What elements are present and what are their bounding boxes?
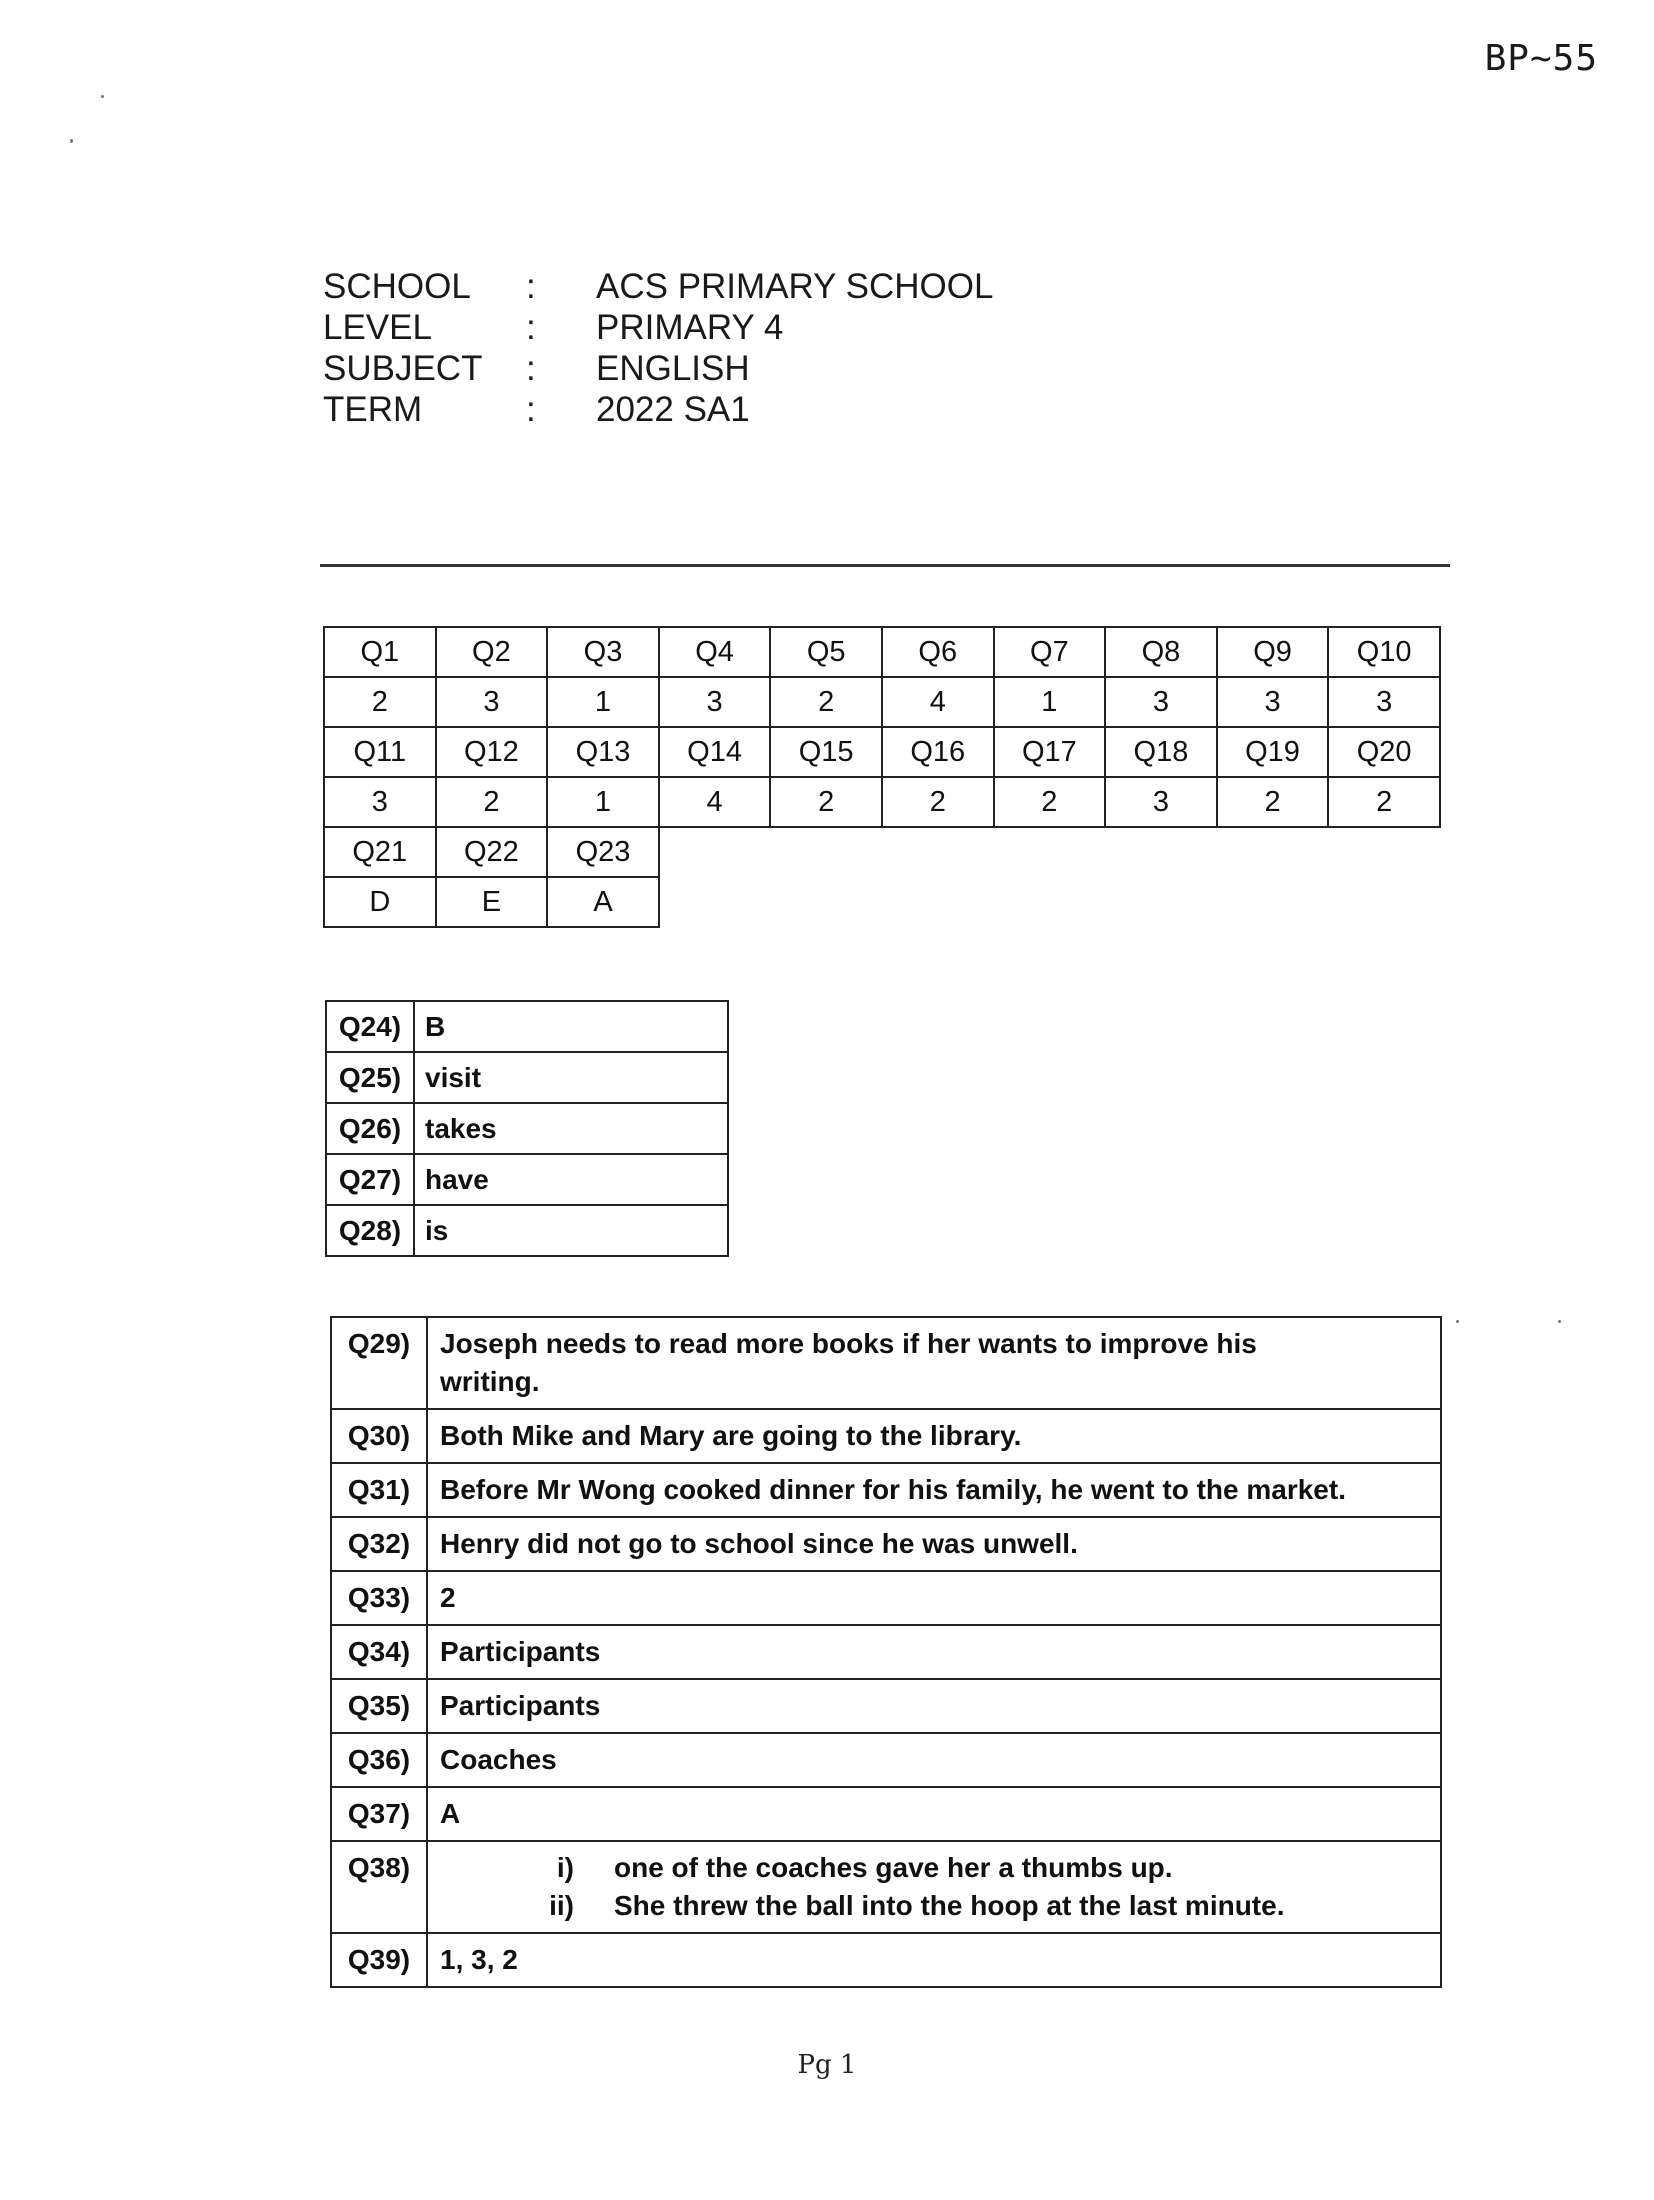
mcq-cell: 2 <box>770 777 882 827</box>
mcq-cell: Q17 <box>994 727 1106 777</box>
question-number: Q27) <box>326 1154 414 1205</box>
mcq-cell: E <box>436 877 548 927</box>
header-row-level <box>323 307 993 348</box>
long-answer-table <box>330 1316 1442 1988</box>
question-number: Q39) <box>331 1933 427 1987</box>
page-number: Pg 1 <box>797 2050 857 2080</box>
answer-text: A <box>427 1787 1441 1841</box>
table-row <box>326 1154 728 1205</box>
table-row <box>326 1205 728 1256</box>
question-number: Q31) <box>331 1463 427 1517</box>
mcq-cell: 2 <box>324 677 436 727</box>
mcq-cell: Q9 <box>1217 627 1329 677</box>
table-row <box>326 1103 728 1154</box>
mcq-cell: Q1 <box>324 627 436 677</box>
mcq-cell: Q3 <box>547 627 659 677</box>
mcq-cell: 1 <box>547 677 659 727</box>
table-row <box>331 1841 1441 1933</box>
answer-text: is <box>414 1205 728 1256</box>
mcq-cell: 1 <box>994 677 1106 727</box>
answer-text: Before Mr Wong cooked dinner for his family, he went to the market. <box>427 1463 1441 1517</box>
table-row <box>331 1463 1441 1517</box>
answer-text <box>427 1317 1441 1409</box>
question-number: Q34) <box>331 1625 427 1679</box>
mcq-cell: 3 <box>324 777 436 827</box>
table-row <box>331 1933 1441 1987</box>
header-colon: : <box>526 307 536 347</box>
mcq-cell: Q19 <box>1217 727 1329 777</box>
mcq-cell: Q13 <box>547 727 659 777</box>
mcq-cell: Q2 <box>436 627 548 677</box>
mcq-cell: 3 <box>1217 677 1329 727</box>
answer-text: Participants <box>427 1679 1441 1733</box>
mcq-cell: Q15 <box>770 727 882 777</box>
sub-answer <box>440 1887 1428 1925</box>
question-number: Q33) <box>331 1571 427 1625</box>
answer-text: takes <box>414 1103 728 1154</box>
mcq-cell: 1 <box>547 777 659 827</box>
table-row <box>331 1571 1441 1625</box>
question-number: Q29) <box>331 1317 427 1409</box>
mcq-cell: 2 <box>1217 777 1329 827</box>
header-row-subject <box>323 348 993 389</box>
mcq-cell: Q18 <box>1105 727 1217 777</box>
answer-text: 2 <box>427 1571 1441 1625</box>
answer-text: Henry did not go to school since he was unwell. <box>427 1517 1441 1571</box>
mcq-cell: 2 <box>882 777 994 827</box>
sub-answer-text: She threw the ball into the hoop at the last minute. <box>614 1890 1285 1921</box>
mcq-cell: Q6 <box>882 627 994 677</box>
mcq-cell: Q10 <box>1328 627 1440 677</box>
mcq-cell: Q12 <box>436 727 548 777</box>
question-number: Q25) <box>326 1052 414 1103</box>
mcq-cell: 3 <box>1105 777 1217 827</box>
header-label: SUBJECT <box>323 348 483 388</box>
scan-speck <box>1456 1320 1459 1323</box>
mcq-cell: Q16 <box>882 727 994 777</box>
mcq-cell: A <box>547 877 659 927</box>
scan-speck <box>70 139 73 143</box>
mcq-cell: Q23 <box>547 827 659 877</box>
answer-text <box>427 1841 1441 1933</box>
answer-line: Joseph needs to read more books if her wants to improve his <box>440 1328 1257 1359</box>
answer-line: writing. <box>440 1366 540 1397</box>
answer-text: have <box>414 1154 728 1205</box>
sub-answer <box>440 1849 1428 1887</box>
question-number: Q30) <box>331 1409 427 1463</box>
table-row <box>331 1625 1441 1679</box>
mcq-cell: Q22 <box>436 827 548 877</box>
table-row <box>331 1787 1441 1841</box>
mcq-question-row <box>324 827 1440 877</box>
mcq-cell: Q21 <box>324 827 436 877</box>
mcq-cell: Q20 <box>1328 727 1440 777</box>
sub-answer-text: one of the coaches gave her a thumbs up. <box>614 1852 1173 1883</box>
header-value: PRIMARY 4 <box>596 307 784 347</box>
mcq-cell: 4 <box>882 677 994 727</box>
answer-text: visit <box>414 1052 728 1103</box>
mcq-cell: 3 <box>1105 677 1217 727</box>
mcq-cell: Q11 <box>324 727 436 777</box>
table-row <box>331 1679 1441 1733</box>
answer-text: Coaches <box>427 1733 1441 1787</box>
scan-speck <box>1558 1320 1561 1323</box>
mcq-cell: 2 <box>994 777 1106 827</box>
table-row <box>326 1001 728 1052</box>
header-label: TERM <box>323 389 423 429</box>
mcq-question-row <box>324 727 1440 777</box>
header-divider <box>320 564 1450 567</box>
scan-speck <box>101 95 104 98</box>
sub-answer-number: ii) <box>549 1890 574 1921</box>
question-number: Q24) <box>326 1001 414 1052</box>
mcq-cell: Q8 <box>1105 627 1217 677</box>
mcq-cell: Q7 <box>994 627 1106 677</box>
table-row <box>331 1317 1441 1409</box>
question-number: Q36) <box>331 1733 427 1787</box>
mcq-empty-area <box>659 877 1440 927</box>
sub-answer-number: i) <box>556 1852 574 1883</box>
mcq-answer-row <box>324 677 1440 727</box>
answer-text: 1, 3, 2 <box>427 1933 1441 1987</box>
header-value: 2022 SA1 <box>596 389 750 429</box>
short-answer-table <box>325 1000 729 1257</box>
document-code: BP~55 <box>1484 38 1598 79</box>
mcq-cell: 3 <box>1328 677 1440 727</box>
table-row <box>326 1052 728 1103</box>
header-colon: : <box>526 389 536 429</box>
mcq-answer-row <box>324 777 1440 827</box>
mcq-cell: D <box>324 877 436 927</box>
mcq-cell: Q14 <box>659 727 771 777</box>
mcq-cell: 2 <box>1328 777 1440 827</box>
header-value: ACS PRIMARY SCHOOL <box>596 266 994 306</box>
header-colon: : <box>526 266 536 306</box>
answer-text: Both Mike and Mary are going to the library. <box>427 1409 1441 1463</box>
header-label: LEVEL <box>323 307 432 347</box>
question-number: Q32) <box>331 1517 427 1571</box>
answer-text: B <box>414 1001 728 1052</box>
table-row <box>331 1409 1441 1463</box>
mcq-cell: 4 <box>659 777 771 827</box>
mcq-cell: Q5 <box>770 627 882 677</box>
mcq-cell: 2 <box>436 777 548 827</box>
question-number: Q28) <box>326 1205 414 1256</box>
header-label: SCHOOL <box>323 266 471 306</box>
header-row-school <box>323 266 993 307</box>
header-value: ENGLISH <box>596 348 750 388</box>
mcq-empty-area <box>659 827 1440 877</box>
question-number: Q26) <box>326 1103 414 1154</box>
header-row-term <box>323 389 993 430</box>
mcq-answer-row <box>324 877 1440 927</box>
mcq-question-row <box>324 627 1440 677</box>
mcq-answer-table <box>323 626 1441 928</box>
question-number: Q38) <box>331 1841 427 1933</box>
header-colon: : <box>526 348 536 388</box>
mcq-cell: 3 <box>659 677 771 727</box>
question-number: Q37) <box>331 1787 427 1841</box>
mcq-cell: 3 <box>436 677 548 727</box>
mcq-cell: 2 <box>770 677 882 727</box>
question-number: Q35) <box>331 1679 427 1733</box>
answer-text: Participants <box>427 1625 1441 1679</box>
table-row <box>331 1517 1441 1571</box>
exam-info-header <box>323 266 993 430</box>
table-row <box>331 1733 1441 1787</box>
mcq-cell: Q4 <box>659 627 771 677</box>
